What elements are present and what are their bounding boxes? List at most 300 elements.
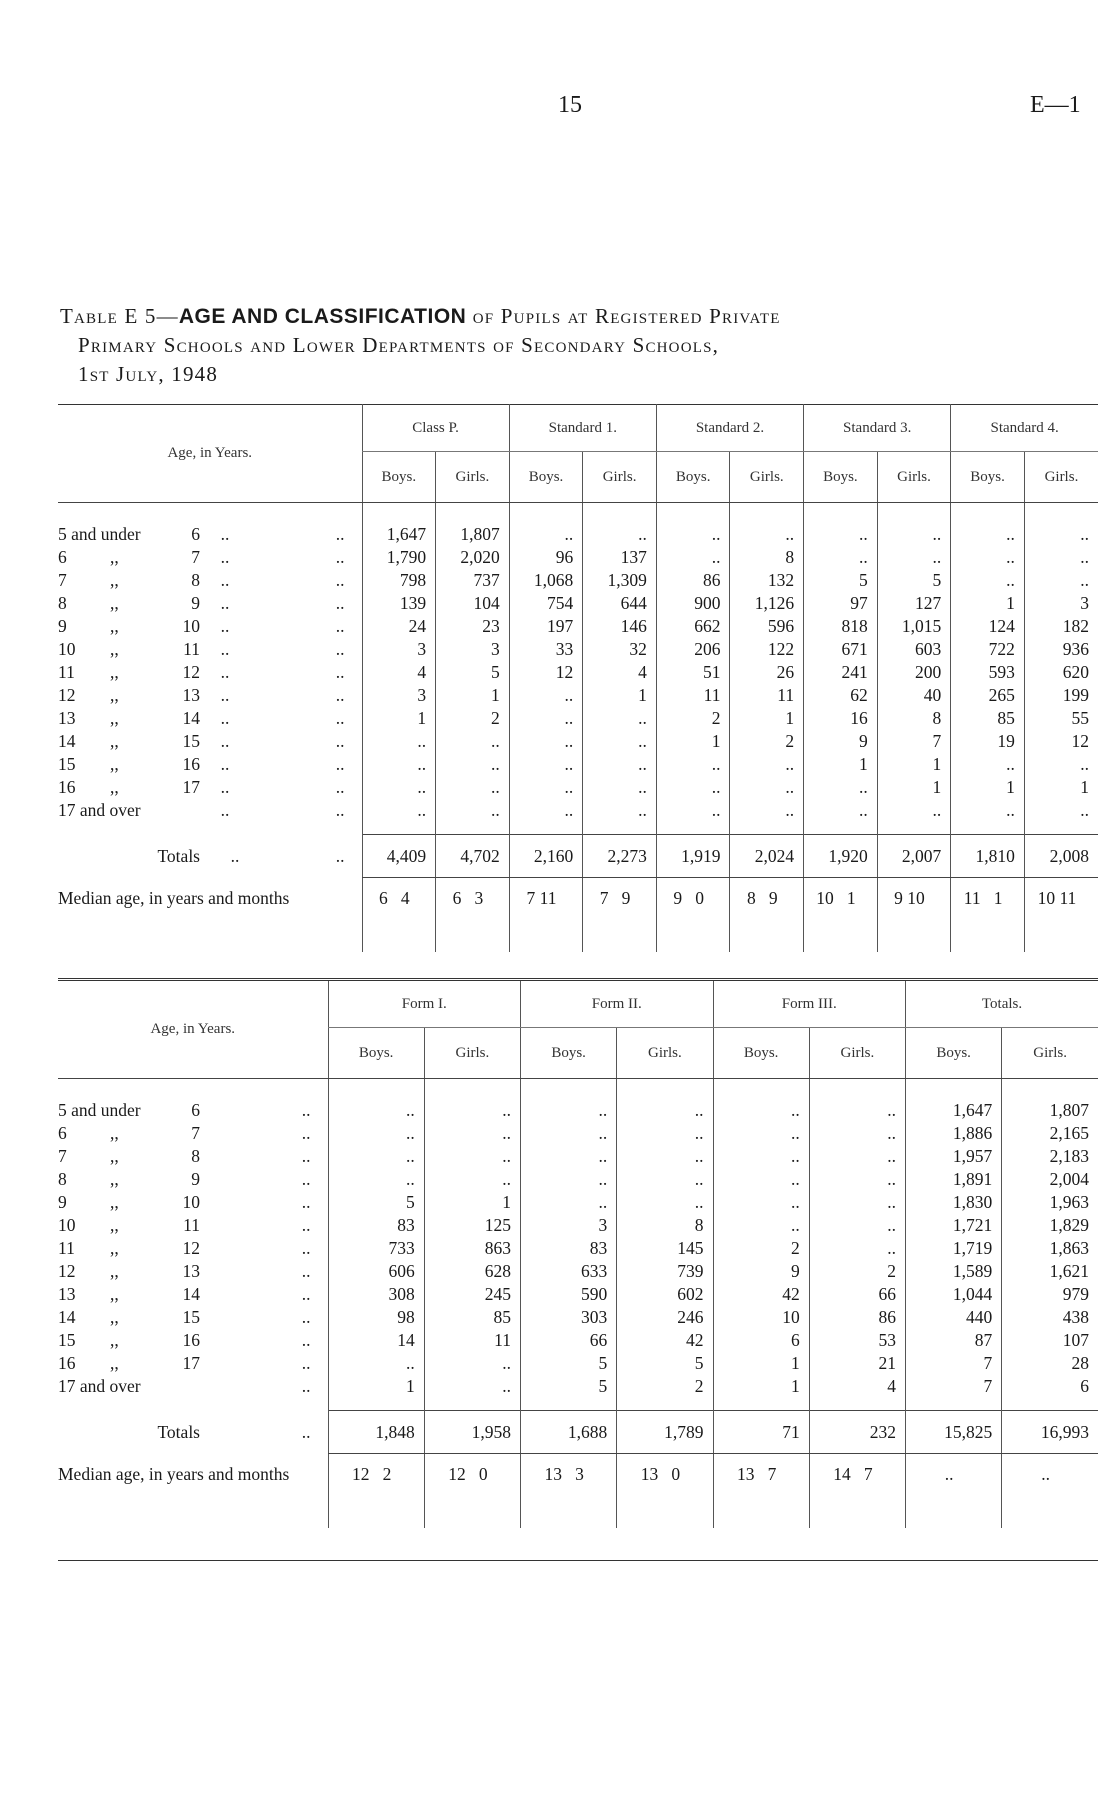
leader-dots: .. [220, 685, 230, 705]
table-row [58, 1214, 1098, 1237]
table-cell: 206 [656, 638, 730, 661]
table-row [58, 592, 1098, 615]
age-range [58, 1375, 319, 1398]
table-cell: 245 [424, 1283, 520, 1306]
table-cell: .. [521, 1191, 617, 1214]
age-label [58, 1237, 328, 1260]
age-label [58, 776, 362, 799]
table-cell: 7 [877, 730, 951, 753]
table-cell: .. [328, 1099, 424, 1122]
ditto-mark: ,, [110, 616, 119, 636]
table-cell: .. [656, 776, 730, 799]
leader-dots: .. [220, 662, 230, 682]
age-from: 15 [58, 1330, 76, 1350]
table-cell: 722 [951, 638, 1025, 661]
leader-dots: .. [220, 708, 230, 728]
gap-cell [1024, 822, 1098, 835]
table-cell: 1,068 [509, 569, 583, 592]
ditto-mark: ,, [110, 639, 119, 659]
age-from: 14 [58, 1307, 76, 1327]
median-cell: 9 0 [656, 878, 730, 953]
age-label [58, 1145, 328, 1168]
leader-dots: .. [335, 616, 345, 636]
total-cell: 1,848 [328, 1411, 424, 1454]
spacer-cell [583, 503, 657, 524]
table-cell: 107 [1002, 1329, 1098, 1352]
table-cell: .. [617, 1099, 713, 1122]
group-header: Standard 4. [951, 405, 1098, 452]
age-label [58, 592, 362, 615]
table-cell: 596 [730, 615, 804, 638]
age-range [58, 638, 353, 661]
table-cell: .. [424, 1122, 520, 1145]
table-row [58, 684, 1098, 707]
table-cell: .. [583, 799, 657, 822]
table-cell: 66 [521, 1329, 617, 1352]
spacer-cell [951, 503, 1025, 524]
table-cell: .. [521, 1145, 617, 1168]
median-cell: 13 3 [521, 1454, 617, 1529]
leader-dots: .. [301, 1261, 311, 1281]
totals-row [58, 835, 1098, 878]
table-cell: .. [583, 523, 657, 546]
table-cell: 12 [509, 661, 583, 684]
group-header: Standard 3. [804, 405, 951, 452]
sub-header: Girls. [877, 452, 951, 503]
gap-cell [906, 1398, 1002, 1411]
table-cell: .. [951, 546, 1025, 569]
table-cell: 199 [1024, 684, 1098, 707]
total-cell: 4,702 [436, 835, 510, 878]
age-to: 8 [191, 1146, 200, 1166]
total-cell: 2,273 [583, 835, 657, 878]
table-cell: 644 [583, 592, 657, 615]
median-cell: 12 2 [328, 1454, 424, 1529]
gap-cell [58, 822, 362, 835]
table-row [58, 1099, 1098, 1122]
gap-cell [509, 822, 583, 835]
table-cell: 12 [1024, 730, 1098, 753]
group-header: Form II. [521, 980, 714, 1028]
age-from: 10 [58, 1215, 76, 1235]
table-row [58, 1260, 1098, 1283]
table-cell: 1 [804, 753, 878, 776]
table-cell: .. [424, 1145, 520, 1168]
table-standards [58, 404, 1098, 952]
sub-header: Boys. [906, 1028, 1002, 1079]
table-row [58, 1352, 1098, 1375]
table-cell: 28 [1002, 1352, 1098, 1375]
table-cell: .. [809, 1168, 905, 1191]
spacer-row [58, 503, 1098, 524]
age-label [58, 661, 362, 684]
table-cell: .. [656, 753, 730, 776]
table-cell: .. [713, 1191, 809, 1214]
table-cell: 11 [656, 684, 730, 707]
table-cell: 23 [436, 615, 510, 638]
table-cell: 1 [362, 707, 436, 730]
sub-header: Girls. [730, 452, 804, 503]
table-cell: .. [804, 799, 878, 822]
table-cell: .. [877, 546, 951, 569]
age-range [58, 592, 353, 615]
age-to [170, 1375, 200, 1398]
age-range [58, 730, 353, 753]
spacer-cell [730, 503, 804, 524]
gap-cell [730, 822, 804, 835]
table-cell: 603 [877, 638, 951, 661]
table-cell: .. [656, 523, 730, 546]
ditto-mark: ,, [110, 547, 119, 567]
table-cell: .. [436, 799, 510, 822]
leader-dots: .. [335, 547, 345, 567]
table-cell: 241 [804, 661, 878, 684]
table-row [58, 615, 1098, 638]
table-cell: 1,647 [906, 1099, 1002, 1122]
table-cell: 197 [509, 615, 583, 638]
leader-dots: .. [301, 1376, 311, 1396]
age-from: 16 [58, 777, 76, 797]
table-cell: 62 [804, 684, 878, 707]
table-cell: 3 [362, 638, 436, 661]
leader-dots: .. [335, 685, 345, 705]
table-row [58, 1237, 1098, 1260]
median-cell: 10 11 [1024, 878, 1098, 953]
sub-header: Girls. [617, 1028, 713, 1079]
age-from: 10 [58, 639, 76, 659]
table-cell: 66 [809, 1283, 905, 1306]
table-cell: 145 [617, 1237, 713, 1260]
table-cell: 1,829 [1002, 1214, 1098, 1237]
table-cell: .. [713, 1099, 809, 1122]
table-cell: 5 [804, 569, 878, 592]
table-cell: .. [617, 1122, 713, 1145]
table-row [58, 753, 1098, 776]
age-label [58, 523, 362, 546]
ditto-mark: ,, [110, 1284, 119, 1304]
table-cell: .. [509, 776, 583, 799]
age-from: 12 [58, 1261, 76, 1281]
age-range [58, 661, 353, 684]
table-cell: .. [328, 1168, 424, 1191]
age-label [58, 799, 362, 822]
spacer-cell [424, 1079, 520, 1100]
age-from: 11 [58, 1238, 75, 1258]
gap-cell [436, 822, 510, 835]
sub-header: Girls. [436, 452, 510, 503]
table-cell: 4 [583, 661, 657, 684]
table-row [58, 661, 1098, 684]
table-cell: 1 [436, 684, 510, 707]
age-range [58, 1260, 319, 1283]
group-header: Form I. [328, 980, 521, 1028]
table-cell: .. [804, 776, 878, 799]
table-row [58, 569, 1098, 592]
table-cell: 40 [877, 684, 951, 707]
table-cell: .. [804, 546, 878, 569]
leader-dots: .. [301, 1353, 311, 1373]
table-cell: 6 [1002, 1375, 1098, 1398]
table-cell: 16 [804, 707, 878, 730]
leader-dots: .. [220, 731, 230, 751]
table-cell: 19 [951, 730, 1025, 753]
age-from: 14 [58, 731, 76, 751]
age-range [58, 1352, 319, 1375]
title-line-2: Primary Schools and Lower Departments of Secondary Schools, [78, 333, 720, 357]
table-cell: 1,126 [730, 592, 804, 615]
table-cell: 1,807 [1002, 1099, 1098, 1122]
table-cell: .. [617, 1145, 713, 1168]
table-cell: 85 [424, 1306, 520, 1329]
leader-dots: .. [220, 524, 230, 544]
median-cell: 11 1 [951, 878, 1025, 953]
gap-cell [424, 1398, 520, 1411]
group-header-row [58, 980, 1098, 1028]
age-to: 6 [191, 524, 200, 544]
table-cell: 96 [509, 546, 583, 569]
table-cell: 5 [436, 661, 510, 684]
median-cell: .. [906, 1454, 1002, 1529]
age-range [58, 546, 353, 569]
age-to: 10 [182, 1192, 200, 1212]
total-cell: 4,409 [362, 835, 436, 878]
age-range [58, 569, 353, 592]
table-cell: 633 [521, 1260, 617, 1283]
age-to: 16 [182, 754, 200, 774]
age-to: 10 [182, 616, 200, 636]
table-cell: 979 [1002, 1283, 1098, 1306]
table-cell: .. [713, 1214, 809, 1237]
table-cell: .. [509, 753, 583, 776]
table-cell: 122 [730, 638, 804, 661]
age-header: Age, in Years. [58, 980, 328, 1079]
age-label [58, 1283, 328, 1306]
median-cell: 6 3 [436, 878, 510, 953]
table-cell: .. [877, 523, 951, 546]
leader-dots: .. [301, 1330, 311, 1350]
median-cell: 7 11 [509, 878, 583, 953]
age-to: 14 [182, 708, 200, 728]
age-label [58, 1329, 328, 1352]
age-to: 13 [182, 685, 200, 705]
table-cell: 10 [713, 1306, 809, 1329]
age-to: 8 [191, 570, 200, 590]
age-to: 16 [182, 1330, 200, 1350]
leader-dots: .. [220, 754, 230, 774]
median-cell: 14 7 [809, 1454, 905, 1529]
age-label [58, 1122, 328, 1145]
leader-dots: .. [301, 1284, 311, 1304]
leader-dots: .. [301, 1100, 311, 1120]
sub-header: Girls. [809, 1028, 905, 1079]
group-header: Class P. [362, 405, 509, 452]
bottom-rule [58, 1560, 1098, 1561]
ditto-mark: ,, [110, 777, 119, 797]
table-cell: 11 [424, 1329, 520, 1352]
table-cell: 1,891 [906, 1168, 1002, 1191]
ditto-mark: ,, [110, 1192, 119, 1212]
median-cell: 13 0 [617, 1454, 713, 1529]
leader-dots: .. [301, 1169, 311, 1189]
gap-cell [521, 1398, 617, 1411]
table-cell: 593 [951, 661, 1025, 684]
table-cell: 1 [713, 1375, 809, 1398]
table-cell: .. [328, 1145, 424, 1168]
table-cell: 127 [877, 592, 951, 615]
table-cell: 6 [713, 1329, 809, 1352]
table-cell: 1 [656, 730, 730, 753]
table-cell: 818 [804, 615, 878, 638]
sub-header: Boys. [951, 452, 1025, 503]
table-cell: 5 [521, 1352, 617, 1375]
sub-header: Boys. [804, 452, 878, 503]
table-cell: .. [509, 799, 583, 822]
table-cell: 1,863 [1002, 1237, 1098, 1260]
table-cell: 1 [583, 684, 657, 707]
table-cell: .. [809, 1122, 905, 1145]
ditto-mark: ,, [110, 708, 119, 728]
table-cell: 1,957 [906, 1145, 1002, 1168]
age-label [58, 753, 362, 776]
age-to: 17 [182, 1353, 200, 1373]
table-cell: .. [809, 1214, 905, 1237]
total-cell: 1,919 [656, 835, 730, 878]
table-cell: 1 [730, 707, 804, 730]
table-cell: 1 [877, 776, 951, 799]
age-from: 12 [58, 685, 76, 705]
table-cell: 2,165 [1002, 1122, 1098, 1145]
sub-header: Girls. [424, 1028, 520, 1079]
table-cell: 3 [362, 684, 436, 707]
age-to: 9 [191, 1169, 200, 1189]
total-cell: 1,688 [521, 1411, 617, 1454]
age-to: 6 [191, 1100, 200, 1120]
table-cell: 246 [617, 1306, 713, 1329]
table-cell: 55 [1024, 707, 1098, 730]
leader-dots: .. [335, 524, 345, 544]
total-cell: 232 [809, 1411, 905, 1454]
leader-dots: .. [301, 1238, 311, 1258]
leader-dots: .. [301, 1192, 311, 1212]
table-cell: .. [656, 546, 730, 569]
table-cell: .. [1024, 546, 1098, 569]
table-cell: .. [436, 753, 510, 776]
leader-dots: .. [301, 1146, 311, 1166]
spacer-cell [362, 503, 436, 524]
leader-dots: .. [220, 547, 230, 567]
table-cell: 308 [328, 1283, 424, 1306]
table-cell: 14 [328, 1329, 424, 1352]
leader-dots: .. [335, 777, 345, 797]
table-cell: 733 [328, 1237, 424, 1260]
leader-dots: .. [335, 800, 345, 820]
table-cell: 182 [1024, 615, 1098, 638]
age-from: 16 [58, 1353, 76, 1373]
leader-dots: .. [335, 731, 345, 751]
spacer-cell [1002, 1079, 1098, 1100]
age-range [58, 1191, 319, 1214]
table-cell: .. [328, 1352, 424, 1375]
age-to: 15 [182, 731, 200, 751]
ditto-mark: ,, [110, 593, 119, 613]
age-from: 8 [58, 1169, 67, 1189]
median-cell: 10 1 [804, 878, 878, 953]
age-label [58, 1306, 328, 1329]
table-cell: .. [436, 730, 510, 753]
gap-cell [328, 1398, 424, 1411]
table-cell: 1,721 [906, 1214, 1002, 1237]
gap-cell [809, 1398, 905, 1411]
age-to: 9 [191, 593, 200, 613]
table-cell: 8 [730, 546, 804, 569]
group-header: Standard 1. [509, 405, 656, 452]
median-row [58, 878, 1098, 953]
table-cell: 2,020 [436, 546, 510, 569]
table-cell: .. [362, 799, 436, 822]
table-cell: 1,015 [877, 615, 951, 638]
ditto-mark: ,, [110, 1238, 119, 1258]
table-cell: 1 [1024, 776, 1098, 799]
table-cell: 98 [328, 1306, 424, 1329]
gap-cell [877, 822, 951, 835]
gap-row [58, 822, 1098, 835]
table-cell: 8 [877, 707, 951, 730]
gap-cell [713, 1398, 809, 1411]
age-to: 15 [182, 1307, 200, 1327]
table-cell: 42 [617, 1329, 713, 1352]
table-cell: 2 [656, 707, 730, 730]
table-cell: 4 [362, 661, 436, 684]
age-from: 15 [58, 754, 76, 774]
table-cell: 1,963 [1002, 1191, 1098, 1214]
table-cell: .. [424, 1352, 520, 1375]
leader-dots: .. [335, 639, 345, 659]
age-range [58, 1306, 319, 1329]
leader-dots: .. [220, 616, 230, 636]
spacer-cell [328, 1079, 424, 1100]
table-cell: 739 [617, 1260, 713, 1283]
age-from: 13 [58, 1284, 76, 1304]
table-cell: .. [509, 684, 583, 707]
ditto-mark: ,, [110, 1307, 119, 1327]
table-row [58, 638, 1098, 661]
title-rest: of Pupils at Registered Private [466, 304, 781, 328]
spacer-cell [1024, 503, 1098, 524]
table-cell: 11 [730, 684, 804, 707]
age-label [58, 615, 362, 638]
table-cell: .. [1024, 523, 1098, 546]
table-cell: .. [617, 1191, 713, 1214]
age-from: 7 [58, 1146, 67, 1166]
age-from: 8 [58, 593, 67, 613]
age-range [58, 1283, 319, 1306]
table-cell: 24 [362, 615, 436, 638]
group-header-row [58, 405, 1098, 452]
table-cell: 798 [362, 569, 436, 592]
title-prefix: Table E 5— [60, 304, 179, 328]
table-cell: 3 [521, 1214, 617, 1237]
gap-cell [656, 822, 730, 835]
median-text: Median age, in years and months [58, 887, 290, 908]
table-cell: .. [951, 799, 1025, 822]
spacer-row [58, 1079, 1098, 1100]
leader-dots: .. [220, 800, 230, 820]
table-cell: 2 [713, 1237, 809, 1260]
table-cell: .. [951, 753, 1025, 776]
table-cell: .. [362, 776, 436, 799]
table-row [58, 707, 1098, 730]
table-cell: .. [424, 1168, 520, 1191]
